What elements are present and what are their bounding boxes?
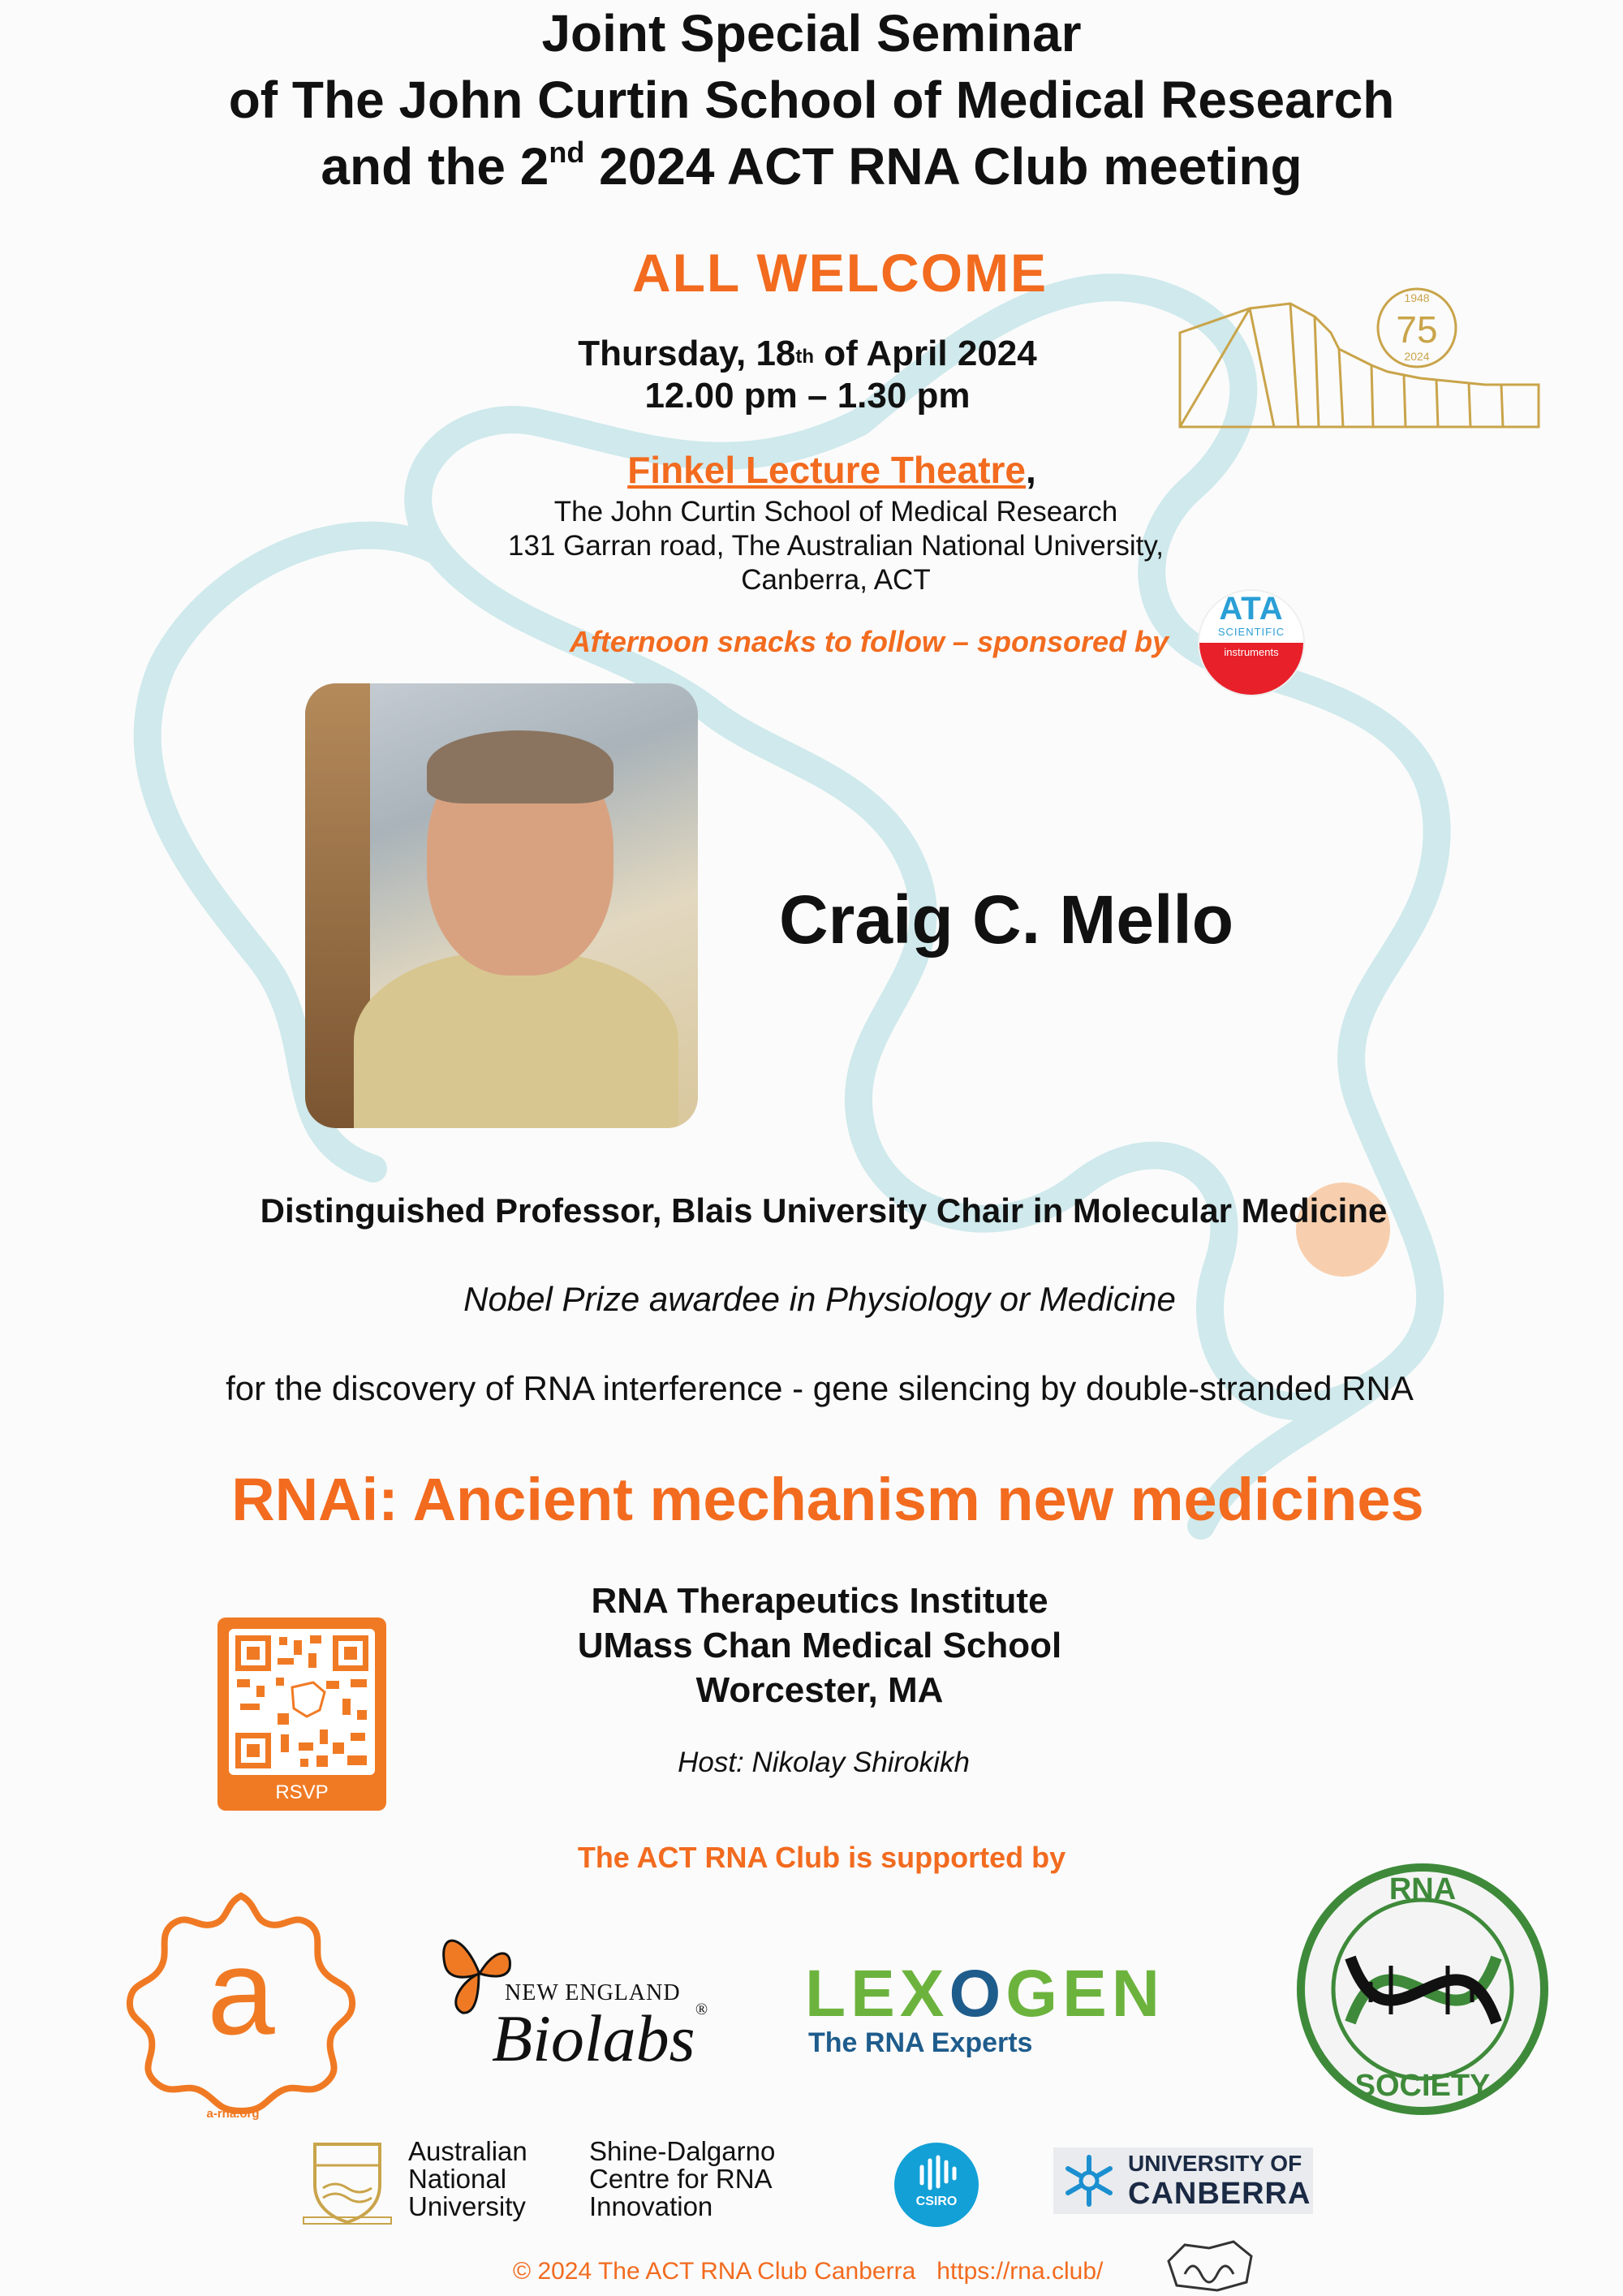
speaker-photo (305, 683, 698, 1128)
lexogen-tagline: The RNA Experts (808, 2027, 1033, 2058)
venue-line-1: The John Curtin School of Medical Research (553, 496, 1118, 528)
a-letter-icon: a (207, 1923, 275, 2060)
speaker-institution (0, 1579, 1623, 1712)
svg-text:1948: 1948 (1404, 291, 1430, 304)
rna-society-logo (1294, 1860, 1552, 2118)
lexogen-logo: LEXOGEN (805, 1957, 1165, 2031)
all-welcome-banner: ALL WELCOME (631, 243, 1048, 303)
footer-url-link[interactable]: https://rna.club/ (936, 2258, 1104, 2285)
venue-link[interactable]: Finkel Lecture Theatre (627, 449, 1027, 491)
footer-copyright: © 2024 The ACT RNA Club Canberra (513, 2258, 916, 2285)
uc-snowflake-icon (1058, 2152, 1120, 2209)
title-line-3: and the 2nd 2024 ACT RNA Club meeting (321, 136, 1302, 196)
svg-text:2024: 2024 (1404, 350, 1430, 363)
anu-logo-text: Australian National University (408, 2136, 527, 2221)
event-datetime (0, 333, 1615, 417)
csiro-logo: CSIRO (894, 2143, 979, 2227)
neb-logo: Biolabs® (492, 2001, 708, 2075)
a-rna-org-logo (123, 1880, 359, 2115)
anu-crest-icon (299, 2139, 396, 2225)
svg-text:SOCIETY: SOCIETY (1354, 2069, 1491, 2103)
university-of-canberra-logo: UNIVERSITY OF CANBERRA (1053, 2147, 1313, 2214)
svg-text:RNA: RNA (1388, 1872, 1457, 1906)
institution-line-1: RNA Therapeutics Institute (591, 1581, 1048, 1621)
snacks-note: Afternoon snacks to follow – sponsored by (569, 625, 1169, 658)
neb-line-1: NEW ENGLAND (505, 1980, 681, 2005)
ata-scientific-logo: ATA SCIENTIFIC instruments (1199, 591, 1303, 695)
institution-line-3: Worcester, MA (695, 1670, 944, 1710)
host-name: Host: Nikolay Shirokikh (678, 1747, 970, 1778)
event-date: Thursday, 18th of April 2024 (578, 334, 1037, 373)
rsvp-label: RSVP (275, 1781, 329, 1803)
footer (513, 2258, 1103, 2285)
speaker-award: Nobel Prize awardee in Physiology or Medicine (463, 1280, 1176, 1318)
speaker-discovery: for the discovery of RNA interference - gene silencing by double-stranded RNA (226, 1369, 1414, 1407)
speaker-position: Distinguished Professor, Blais University Chair in Molecular Medicine (260, 1191, 1388, 1230)
speaker-name: Craig C. Mello (779, 881, 1234, 958)
event-time: 12.00 pm – 1.30 pm (644, 376, 971, 416)
act-rna-club-logo-icon (1160, 2237, 1258, 2295)
title-line-2: of The John Curtin School of Medical Research (228, 71, 1395, 129)
title-line-1: Joint Special Seminar (541, 4, 1082, 62)
a-rna-org-label: a-rna.org (206, 2107, 260, 2121)
csiro-bars-icon (894, 2143, 979, 2191)
institution-line-2: UMass Chan Medical School (577, 1626, 1062, 1665)
venue-line-3: Canberra, ACT (741, 564, 931, 596)
venue-address (0, 495, 1623, 597)
shine-dalgarno-logo-text: Shine-Dalgarno Centre for RNA Innovation (589, 2136, 776, 2221)
seminar-title (0, 0, 1623, 200)
talk-title: RNAi: Ancient mechanism new medicines (231, 1466, 1424, 1533)
venue-line-2: 131 Garran road, The Australian National University, (507, 530, 1164, 562)
venue-name: Finkel Lecture Theatre, (627, 449, 1036, 491)
svg-text:75: 75 (1396, 308, 1438, 351)
supported-by-heading: The ACT RNA Club is supported by (577, 1841, 1066, 1874)
